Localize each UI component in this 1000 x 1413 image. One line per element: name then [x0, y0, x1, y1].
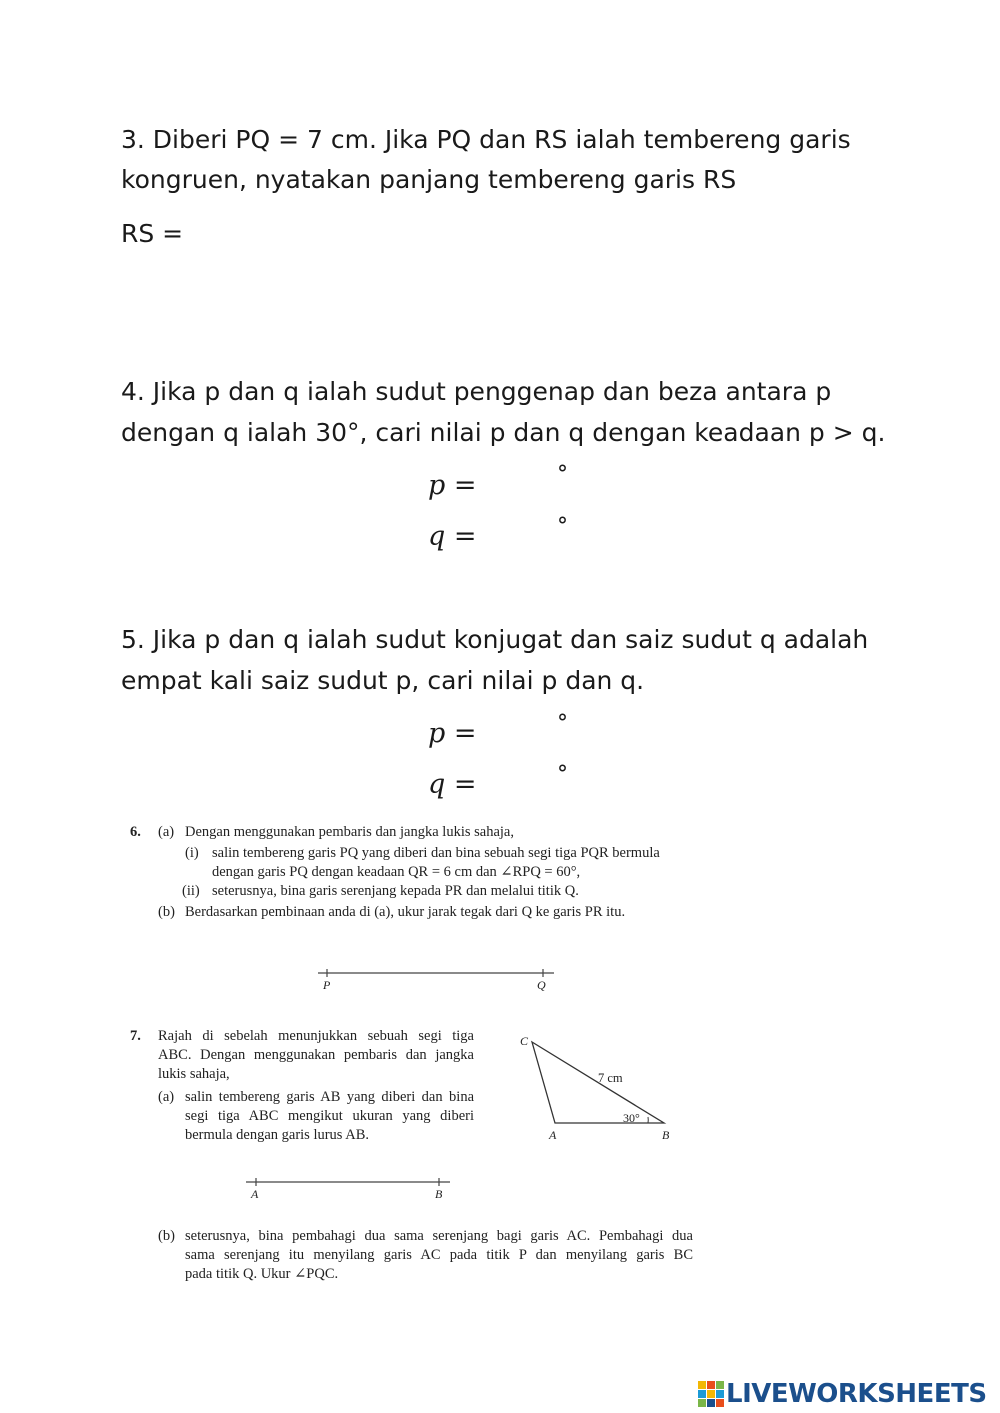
q4-p-input[interactable] — [484, 468, 554, 502]
q6-a-label: (a) — [158, 824, 175, 840]
q6-point-q: Q — [537, 978, 546, 992]
q5-q-input[interactable] — [484, 767, 554, 801]
q6-number: 6. — [130, 824, 141, 840]
q4-line1: 4. Jika p dan q ialah sudut penggenap dan beza antara p — [121, 377, 832, 406]
q6-i-line1: salin tembereng garis PQ yang diberi dan bina sebuah segi tiga PQR bermula — [212, 845, 660, 861]
q7-fig-side-label: 7 cm — [598, 1071, 623, 1085]
q7-a-line3: bermula dengan garis lurus AB. — [185, 1127, 370, 1143]
q7-fig-vertex-a: A — [549, 1128, 557, 1142]
q6-i-line2: dengan garis PQ dengan keadaan QR = 6 cm dan ∠RPQ = 60°, — [212, 864, 581, 880]
q4-q-label: q = — [428, 521, 477, 552]
q5-p-label: p = — [428, 718, 477, 749]
q7-intro-line1: Rajah di sebelah menunjukkan sebuah segi tiga — [158, 1028, 474, 1044]
liveworksheets-logo-icon — [698, 1381, 724, 1407]
liveworksheets-logo-text: LIVEWORKSHEETS — [726, 1379, 987, 1409]
q4-p-degree: ° — [557, 462, 568, 487]
q7-point-a: A — [251, 1187, 259, 1201]
q5-q-degree: ° — [557, 762, 568, 787]
q3-line1: 3. Diberi PQ = 7 cm. Jika PQ dan RS ialah tembereng garis — [121, 125, 851, 154]
liveworksheets-logo — [698, 1378, 987, 1410]
q7-a-line1: salin tembereng garis AB yang diberi dan bina — [185, 1089, 474, 1105]
q7-b-label: (b) — [158, 1228, 175, 1244]
q7-number: 7. — [130, 1028, 141, 1044]
q7-point-b: B — [435, 1187, 443, 1201]
q6-point-p: P — [323, 978, 331, 992]
q7-fig-vertex-b: B — [662, 1128, 670, 1142]
q4-q-input[interactable] — [484, 519, 554, 553]
q4-p-label: p = — [428, 470, 477, 501]
q6-i-label: (i) — [185, 845, 199, 861]
q7-b-line3: pada titik Q. Ukur ∠PQC. — [185, 1266, 339, 1282]
q5-q-label: q = — [428, 769, 477, 800]
q6-b-text: Berdasarkan pembinaan anda di (a), ukur jarak tegak dari Q ke garis PR itu. — [185, 904, 626, 920]
q6-line-segment-pq — [310, 962, 570, 996]
q6-ii-label: (ii) — [182, 883, 200, 899]
q7-a-line2: segi tiga ABC mengikut ukuran yang diberi — [185, 1108, 474, 1124]
q6-b-label: (b) — [158, 904, 175, 920]
q4-line2: dengan q ialah 30°, cari nilai p dan q dengan keadaan p > q. — [121, 418, 886, 447]
q7-intro-line2: ABC. Dengan menggunakan pembaris dan jangka — [158, 1047, 474, 1063]
q7-line-segment-ab — [240, 1172, 460, 1202]
q3-line2: kongruen, nyatakan panjang tembereng garis RS — [121, 165, 737, 194]
q5-p-input[interactable] — [484, 716, 554, 750]
q7-intro-line3: lukis sahaja, — [158, 1066, 230, 1082]
q7-fig-vertex-c: C — [520, 1034, 529, 1048]
q6-a-text: Dengan menggunakan pembaris dan jangka lukis sahaja, — [185, 824, 514, 840]
q7-a-label: (a) — [158, 1089, 175, 1105]
q3-answer-input[interactable] — [182, 216, 302, 250]
q5-line2: empat kali saiz sudut p, cari nilai p dan q. — [121, 666, 645, 695]
q7-b-line2: sama serenjang itu menyilang garis AC pada titik P dan menyilang garis BC — [185, 1247, 693, 1263]
q5-p-degree: ° — [557, 711, 568, 736]
q6-ii-text: seterusnya, bina garis serenjang kepada PR dan melalui titik Q. — [212, 883, 579, 899]
q4-q-degree: ° — [557, 514, 568, 539]
q3-answer-label: RS = — [121, 219, 184, 248]
q7-b-line1: seterusnya, bina pembahagi dua sama serenjang bagi garis AC. Pembahagi dua — [185, 1228, 693, 1244]
q5-line1: 5. Jika p dan q ialah sudut konjugat dan saiz sudut q adalah — [121, 625, 869, 654]
q7-fig-angle-label: 30° — [623, 1111, 640, 1125]
